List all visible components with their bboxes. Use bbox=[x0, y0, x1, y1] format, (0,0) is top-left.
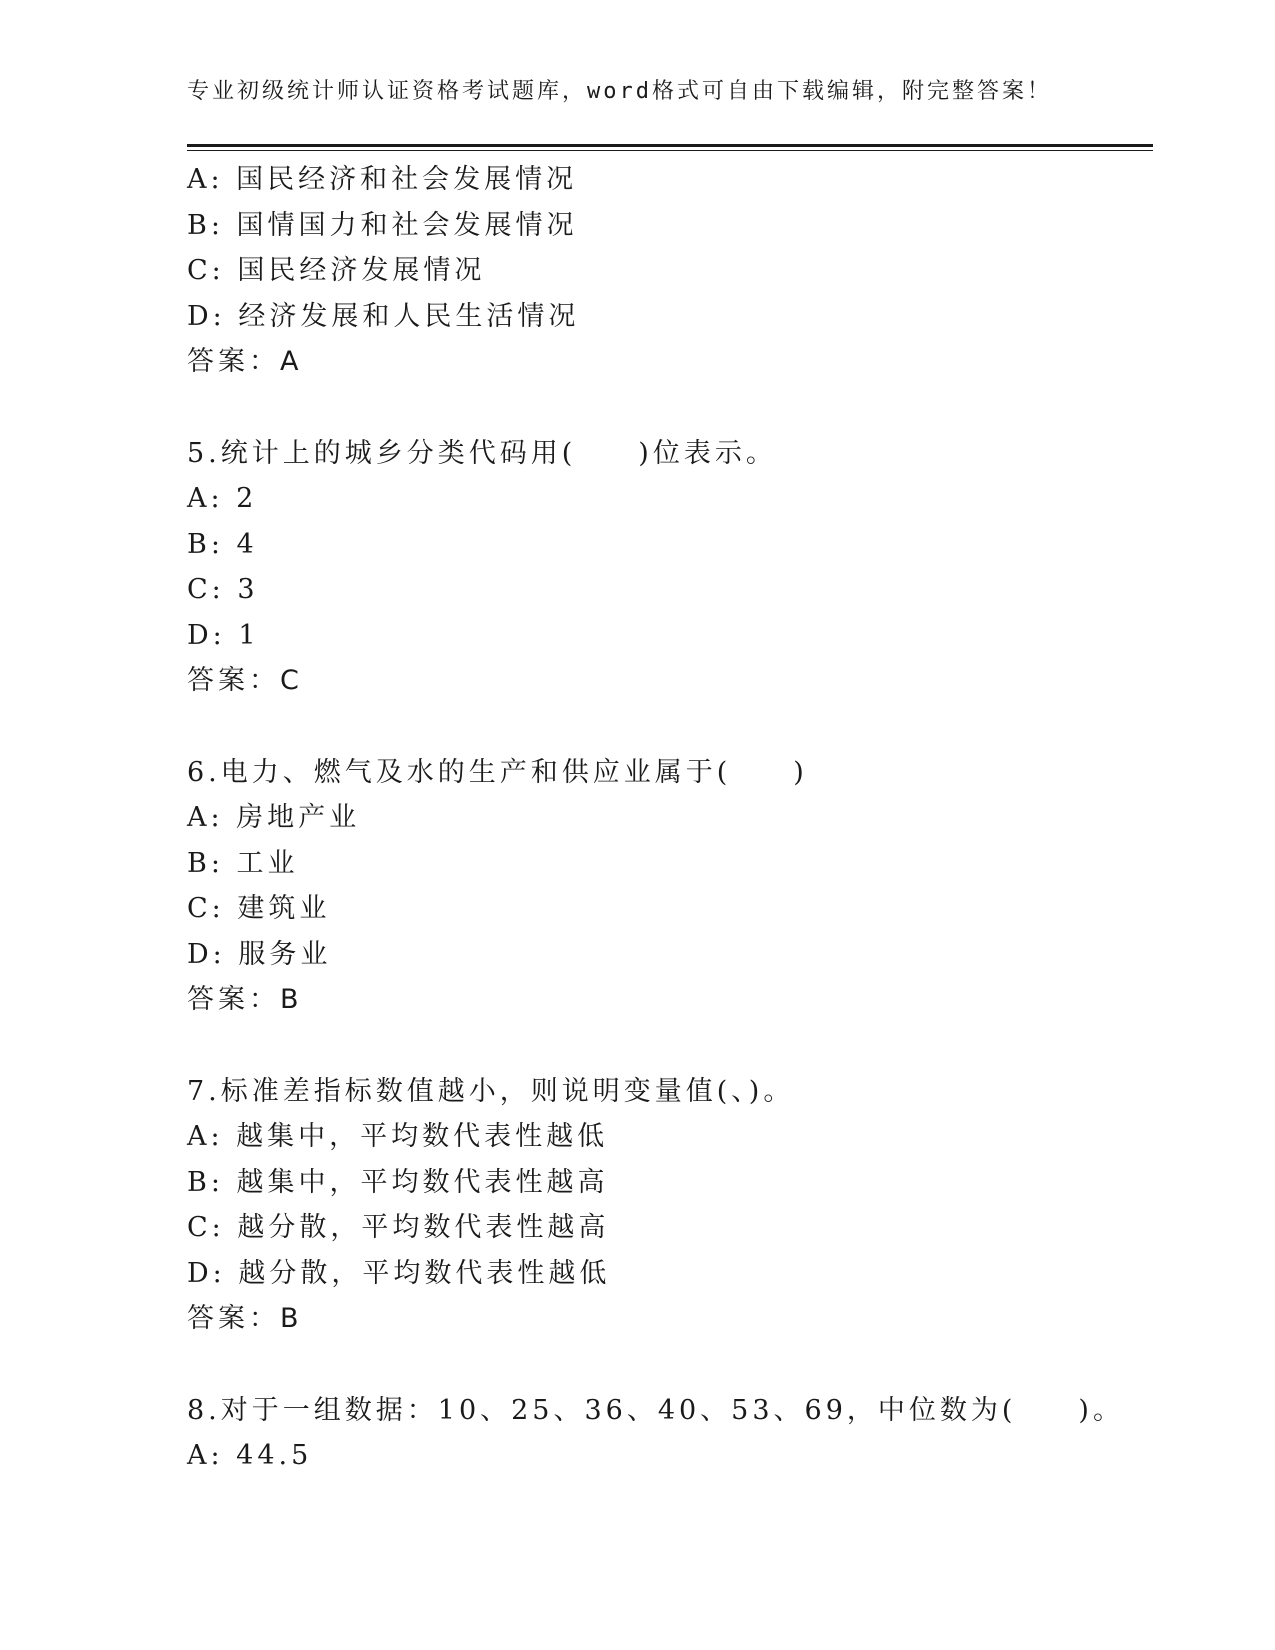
option-a: A: 44.5 bbox=[187, 1440, 313, 1471]
option-b: B: 越集中，平均数代表性越高 bbox=[187, 1166, 609, 1198]
answer: 答案：A bbox=[187, 346, 303, 377]
question-text: 5.统计上的城乡分类代码用( )位表示。 bbox=[187, 437, 777, 469]
answer: 答案：B bbox=[187, 1303, 303, 1334]
option-d: D: 越分散，平均数代表性越低 bbox=[187, 1257, 611, 1289]
option-d: D: 经济发展和人民生活情况 bbox=[187, 300, 580, 332]
question-block bbox=[187, 1069, 1153, 1342]
question-list bbox=[187, 157, 1153, 1479]
question-text: 7.标准差指标数值越小，则说明变量值(、)。 bbox=[187, 1075, 795, 1107]
option-b: B: 国情国力和社会发展情况 bbox=[187, 209, 578, 241]
option-b: B: 4 bbox=[187, 528, 258, 560]
option-a: A: 国民经济和社会发展情况 bbox=[187, 164, 578, 195]
option-c: C: 国民经济发展情况 bbox=[187, 255, 486, 286]
question-block bbox=[187, 750, 1153, 1023]
header-rule-thin bbox=[187, 150, 1153, 151]
option-b: B: 工业 bbox=[187, 847, 299, 879]
question-text: 8.对于一组数据：10、25、36、40、53、69，中位数为( )。 bbox=[187, 1394, 1124, 1426]
option-d: D: 1 bbox=[187, 619, 260, 651]
option-a: A: 房地产业 bbox=[187, 802, 361, 833]
question-block bbox=[187, 431, 1153, 704]
option-c: C: 建筑业 bbox=[187, 893, 331, 924]
question-text: 6.电力、燃气及水的生产和供应业属于( ) bbox=[187, 756, 808, 788]
page-header: 专业初级统计师认证资格考试题库，word格式可自由下载编辑，附完整答案！ bbox=[187, 79, 1052, 104]
option-c: C: 越分散，平均数代表性越高 bbox=[187, 1212, 610, 1243]
question-block bbox=[187, 1388, 1153, 1479]
header-rule-thick bbox=[187, 144, 1153, 147]
option-c: C: 3 bbox=[187, 574, 259, 605]
option-a: A: 越集中，平均数代表性越低 bbox=[187, 1121, 609, 1152]
option-a: A: 2 bbox=[187, 483, 258, 514]
option-d: D: 服务业 bbox=[187, 938, 332, 970]
question-block bbox=[187, 157, 1153, 385]
answer: 答案：B bbox=[187, 984, 303, 1015]
answer: 答案：C bbox=[187, 665, 303, 696]
